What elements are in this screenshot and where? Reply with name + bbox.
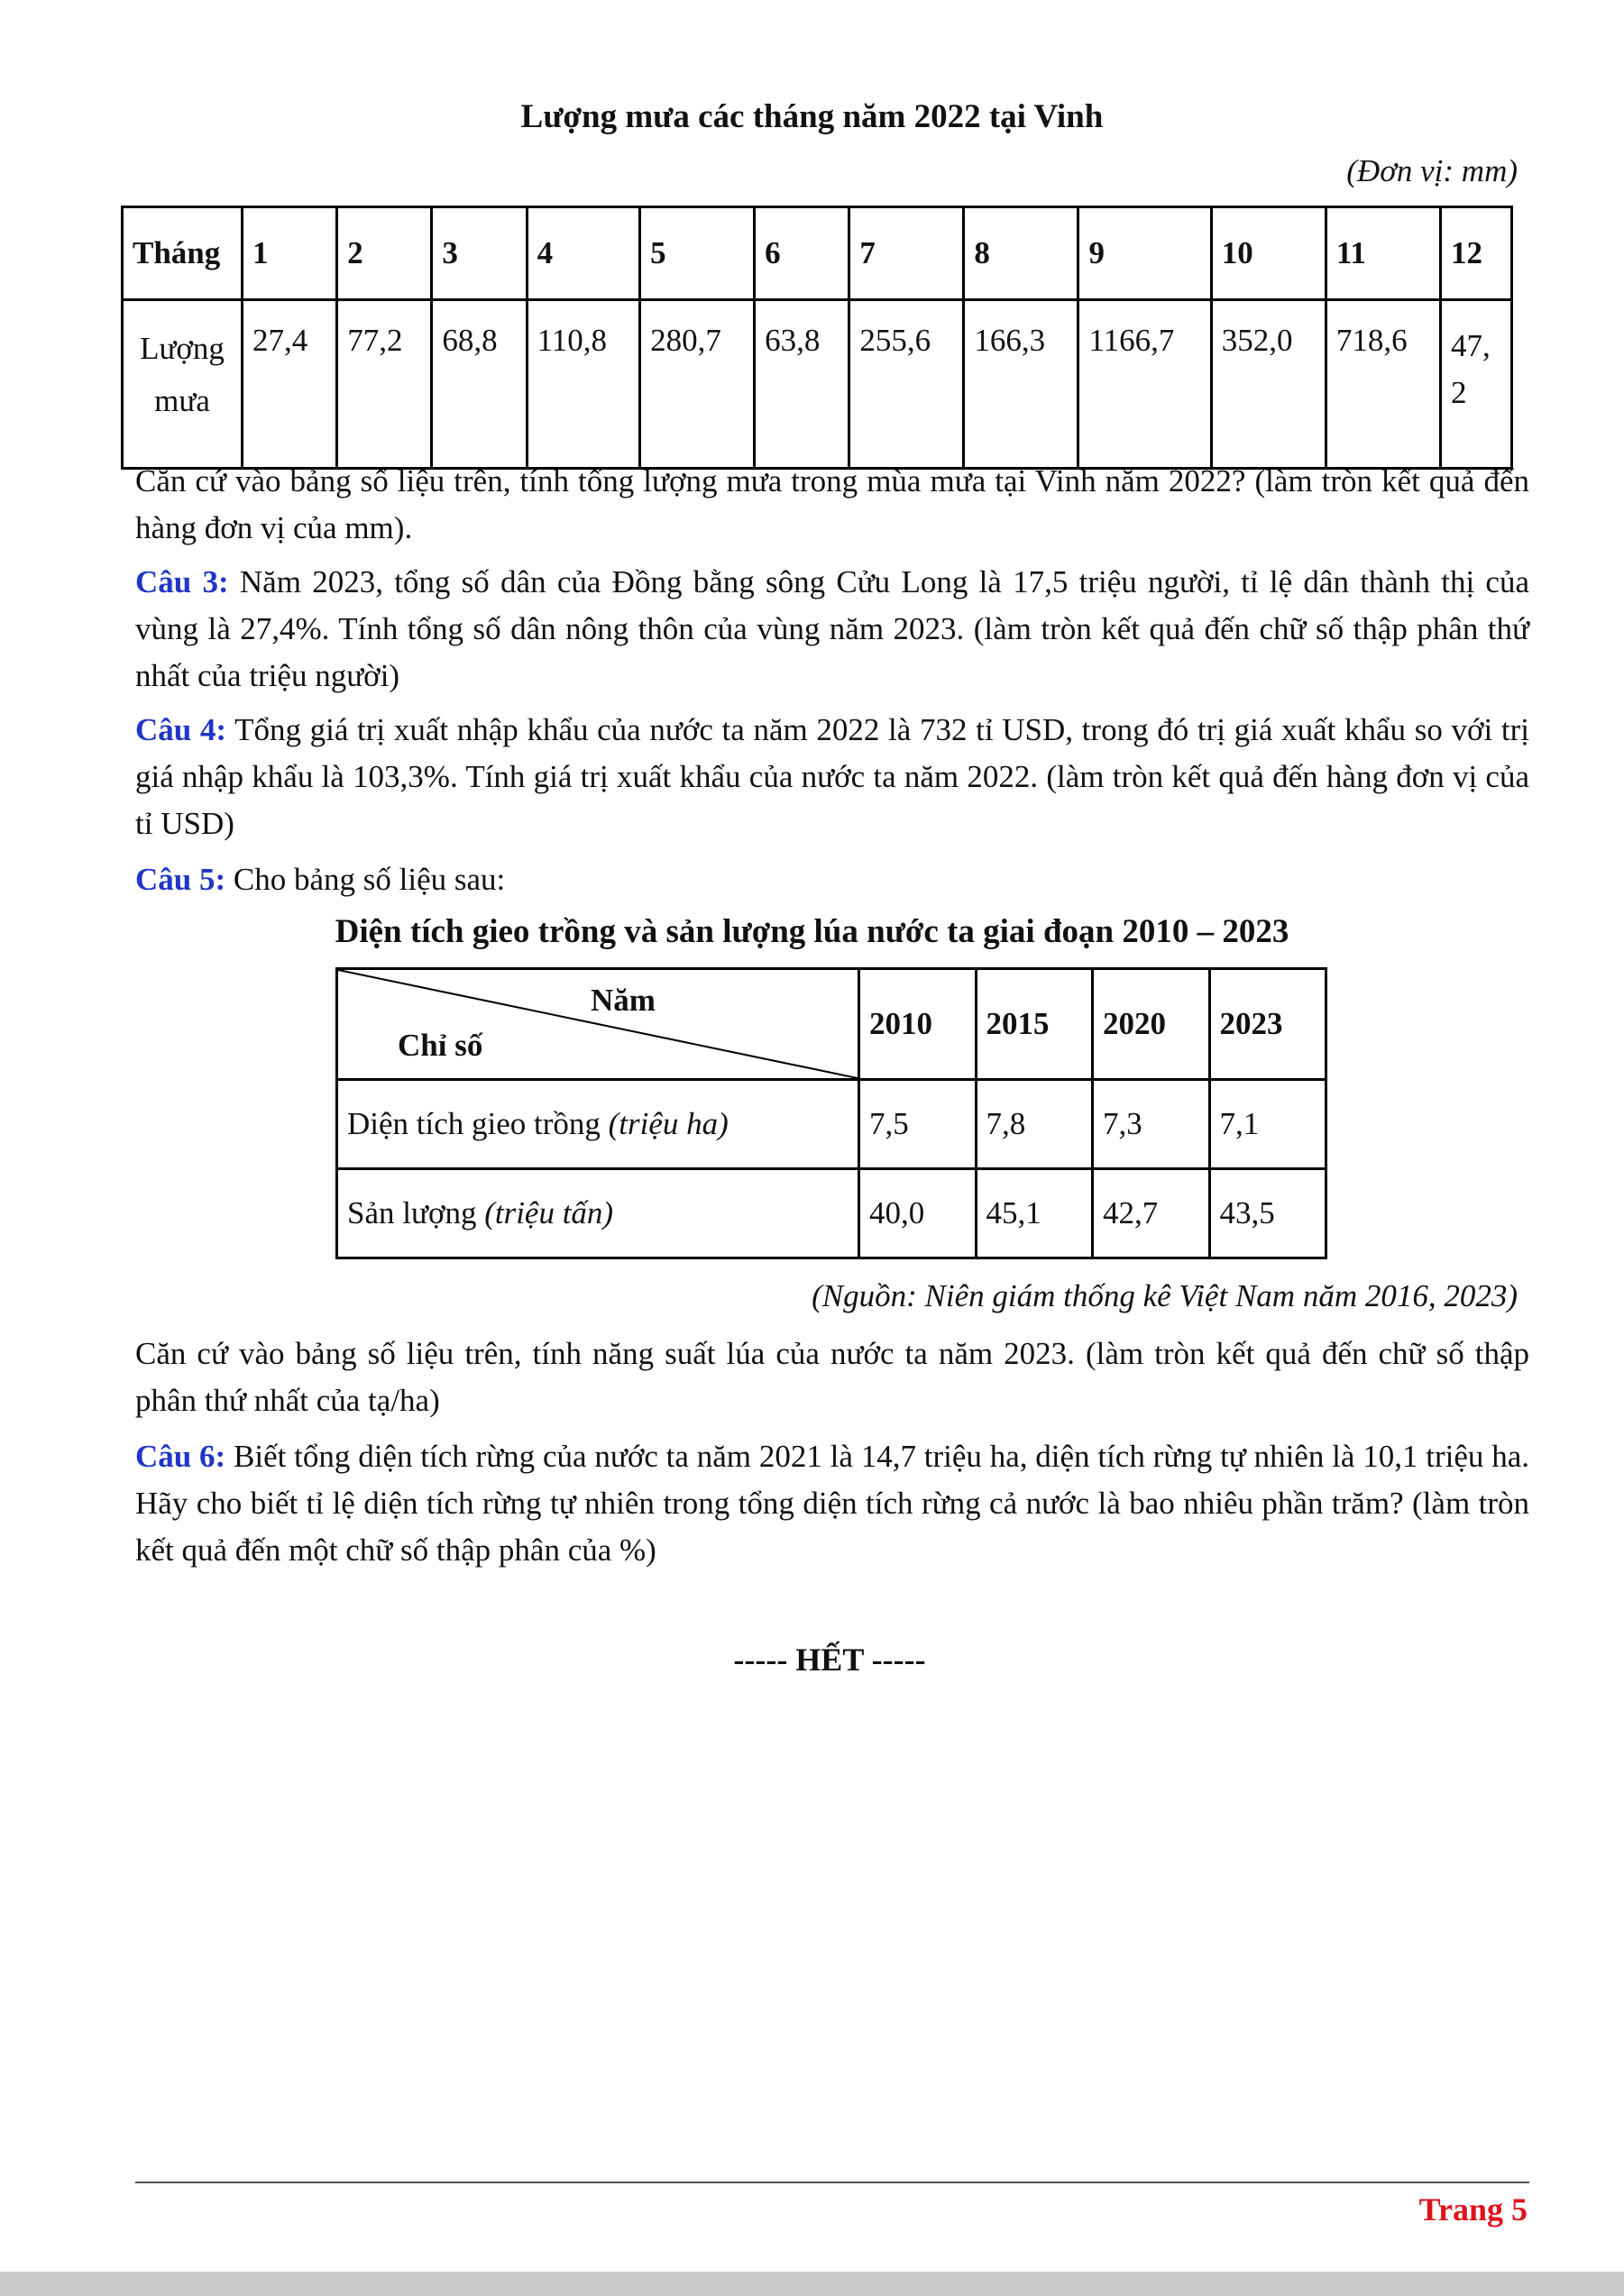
question-2-text: Căn cứ vào bảng số liệu trên, tính tổng lượng mưa trong mùa mưa tại Vinh năm 2022? (làm tròn kết quả đến hàng đơn vị của mm). bbox=[135, 463, 1529, 545]
month-cell: 11 bbox=[1326, 207, 1440, 300]
rainfall-label-line1: Lượng bbox=[140, 331, 225, 366]
question-6-text: Biết tổng diện tích rừng của nước ta năm 2021 là 14,7 triệu ha, diện tích rừng tự nhiên là 10,1 triệu ha. Hãy cho biết tỉ lệ diện tích rừng tự nhiên trong tổng diện tích rừng cả nước là bao nhiêu phần trăm? (làm tròn kết quả đến một chữ số thập phân của %) bbox=[135, 1439, 1530, 1568]
viewer-bottom-edge bbox=[0, 2272, 1624, 2296]
year-header: 2020 bbox=[1093, 969, 1210, 1080]
year-header: 2010 bbox=[859, 969, 977, 1080]
rainfall-value: 718,6 bbox=[1326, 300, 1440, 469]
rainfall-value-last bbox=[1441, 300, 1512, 469]
year-header: 2015 bbox=[976, 969, 1093, 1080]
output-unit: (triệu tấn) bbox=[484, 1195, 614, 1230]
rainfall-value: 77,2 bbox=[337, 300, 432, 469]
rain-table bbox=[121, 206, 1513, 470]
area-row-label bbox=[337, 1080, 859, 1169]
month-cell: 1 bbox=[243, 207, 337, 300]
area-unit: (triệu ha) bbox=[608, 1106, 729, 1141]
month-cell: 6 bbox=[755, 207, 849, 300]
rainfall-value: 280,7 bbox=[640, 300, 755, 469]
rice-table-title: Diện tích gieo trồng và sản lượng lúa nước ta giai đoạn 2010 – 2023 bbox=[335, 913, 1289, 950]
area-value: 7,1 bbox=[1209, 1080, 1326, 1169]
month-cell: 2 bbox=[337, 207, 432, 300]
output-value: 40,0 bbox=[859, 1169, 977, 1258]
question-5-task-text: Căn cứ vào bảng số liệu trên, tính năng suất lúa của nước ta năm 2023. (làm tròn kết quả đến chữ số thập phân thứ nhất của tạ/ha) bbox=[135, 1336, 1529, 1418]
rain-table-title: Lượng mưa các tháng năm 2022 tại Vinh bbox=[520, 98, 1104, 135]
month-cell: 8 bbox=[964, 207, 1078, 300]
rain-table-unit: (Đơn vị: mm) bbox=[1346, 153, 1518, 188]
month-cell: 9 bbox=[1078, 207, 1211, 300]
question-3 bbox=[135, 559, 1529, 700]
rainfall-value: 110,8 bbox=[527, 300, 639, 469]
corner-year-label: Năm bbox=[591, 983, 656, 1018]
question-3-text: Năm 2023, tổng số dân của Đồng bằng sông Cửu Long là 17,5 triệu người, tỉ lệ dân thành thị của vùng là 27,4%. Tính tổng số dân nông thôn của vùng năm 2023. (làm tròn kết quả đến chữ số thập phân thứ nhất của triệu người) bbox=[135, 564, 1529, 693]
output-label: Sản lượng bbox=[347, 1195, 485, 1230]
rainfall-value: 63,8 bbox=[755, 300, 849, 469]
corner-index-label: Chỉ số bbox=[398, 1028, 483, 1063]
area-row bbox=[337, 1080, 1326, 1169]
rainfall-value: 352,0 bbox=[1211, 300, 1326, 469]
question-4 bbox=[135, 707, 1529, 847]
rainfall-value: 27,4 bbox=[243, 300, 337, 469]
area-value: 7,8 bbox=[976, 1080, 1093, 1169]
rain-table-value-row bbox=[123, 300, 1512, 469]
footer-divider bbox=[135, 2182, 1529, 2183]
output-value: 45,1 bbox=[976, 1169, 1093, 1258]
month-cell: 12 bbox=[1441, 207, 1512, 300]
rainfall-last-line1: 47, bbox=[1451, 328, 1491, 363]
rain-table-header-row bbox=[123, 207, 1512, 300]
output-value: 42,7 bbox=[1093, 1169, 1210, 1258]
question-5-label: Câu 5: bbox=[135, 862, 226, 897]
page-number: Trang 5 bbox=[1418, 2191, 1528, 2227]
rainfall-value: 1166,7 bbox=[1078, 300, 1211, 469]
question-5-text: Cho bảng số liệu sau: bbox=[225, 862, 506, 897]
month-cell: 5 bbox=[640, 207, 755, 300]
corner-cell bbox=[337, 969, 859, 1080]
rice-table-source: (Nguồn: Niên giám thống kê Việt Nam năm 2016, 2023) bbox=[812, 1278, 1518, 1313]
rainfall-value: 68,8 bbox=[432, 300, 527, 469]
rainfall-last-line2: 2 bbox=[1451, 375, 1467, 410]
area-label: Diện tích gieo trồng bbox=[347, 1106, 609, 1141]
question-5 bbox=[135, 856, 1529, 903]
area-value: 7,3 bbox=[1093, 1080, 1210, 1169]
rainfall-value: 255,6 bbox=[849, 300, 964, 469]
question-4-text: Tổng giá trị xuất nhập khẩu của nước ta năm 2022 là 732 tỉ USD, trong đó trị giá xuất khẩu so với trị giá nhập khẩu là 103,3%. Tính giá trị xuất khẩu của nước ta năm 2022. (làm tròn kết quả đến hàng đơn vị của tỉ USD) bbox=[135, 712, 1529, 841]
month-header: Tháng bbox=[123, 207, 243, 300]
output-value: 43,5 bbox=[1209, 1169, 1326, 1258]
month-cell: 4 bbox=[527, 207, 639, 300]
month-cell: 10 bbox=[1211, 207, 1326, 300]
rainfall-label-line2: mưa bbox=[154, 383, 210, 418]
month-cell: 7 bbox=[849, 207, 964, 300]
question-3-label: Câu 3: bbox=[135, 564, 229, 599]
rice-table bbox=[335, 967, 1327, 1259]
year-header: 2023 bbox=[1209, 969, 1326, 1080]
end-marker: ----- HẾT ----- bbox=[733, 1642, 926, 1678]
question-6 bbox=[135, 1433, 1529, 1574]
output-row-label bbox=[337, 1169, 859, 1258]
rainfall-row-label bbox=[123, 300, 243, 469]
area-value: 7,5 bbox=[859, 1080, 977, 1169]
output-row bbox=[337, 1169, 1326, 1258]
question-6-label: Câu 6: bbox=[135, 1439, 226, 1474]
month-cell: 3 bbox=[432, 207, 527, 300]
question-4-label: Câu 4: bbox=[135, 712, 227, 747]
rice-table-header-row bbox=[337, 969, 1326, 1080]
rainfall-value: 166,3 bbox=[964, 300, 1078, 469]
